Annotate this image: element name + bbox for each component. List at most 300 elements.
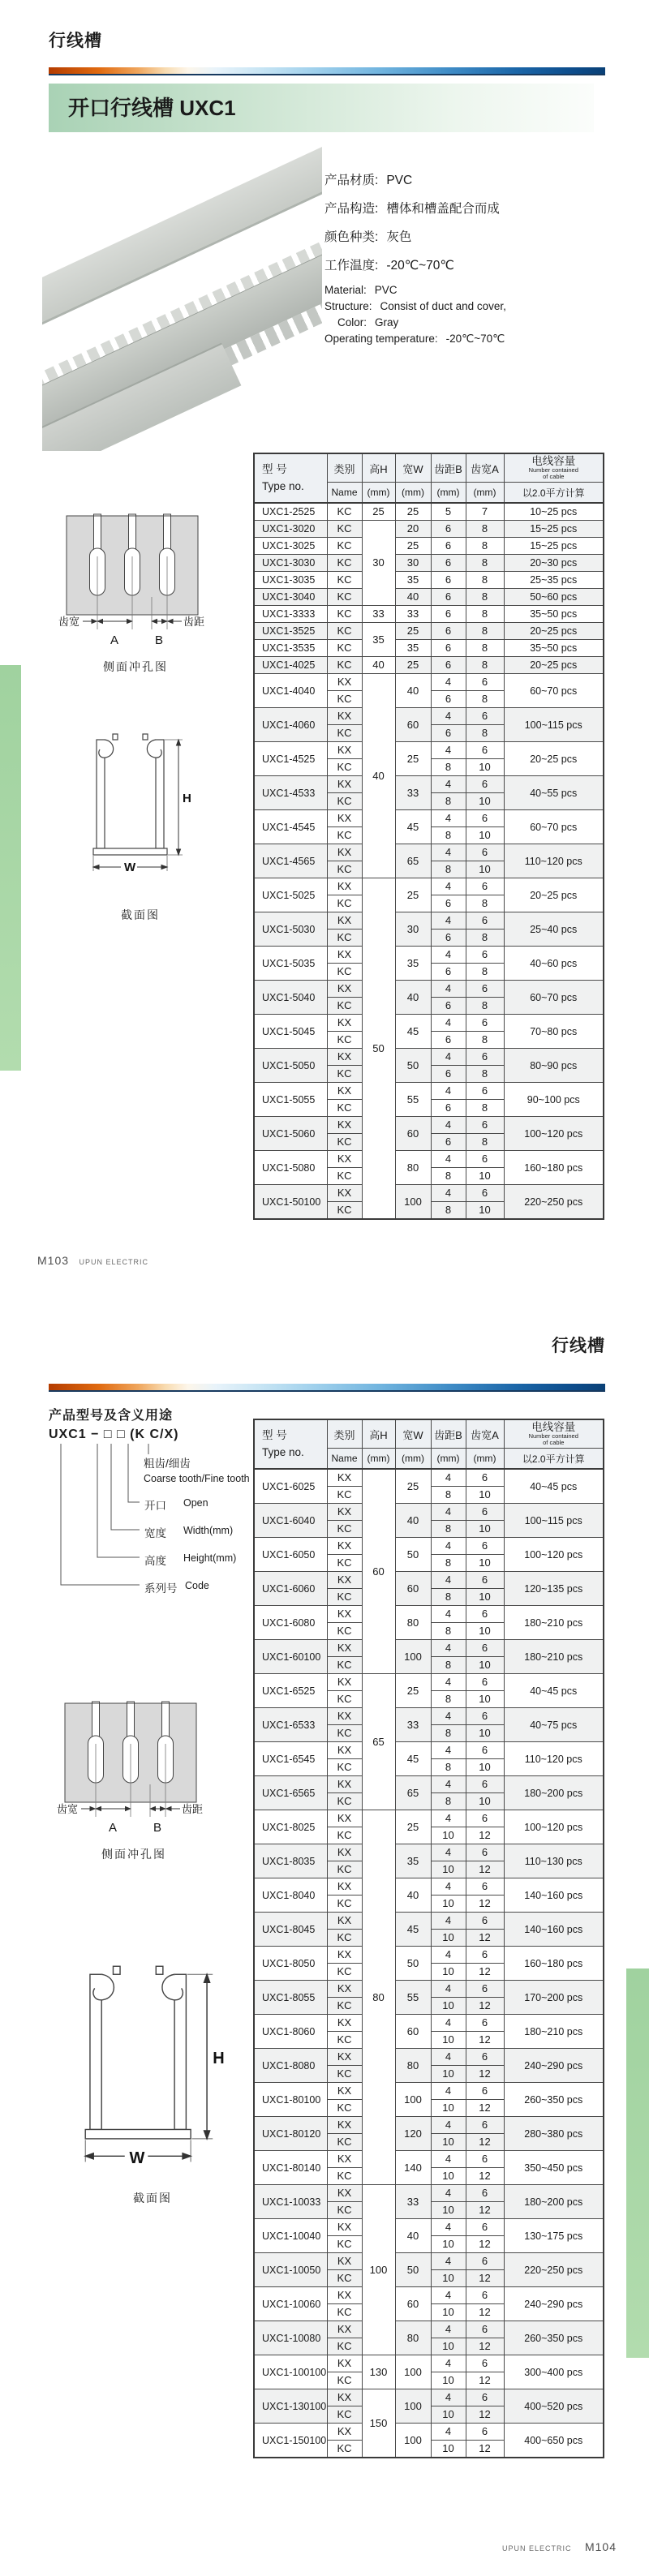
table-row bbox=[254, 503, 604, 521]
height-cell: 130 bbox=[362, 2355, 395, 2389]
pitch-cell: 4 bbox=[431, 1708, 466, 1725]
width-cell: 120 bbox=[395, 2117, 431, 2151]
col-header-toothwidth: 齿宽A bbox=[466, 1419, 504, 1449]
pitch-cell: 10 bbox=[431, 2134, 466, 2151]
type-no-cell: UXC1-8045 bbox=[254, 1913, 327, 1947]
table-row bbox=[254, 2287, 604, 2304]
name-cell: KC bbox=[327, 2100, 362, 2117]
type-no-cell: UXC1-50100 bbox=[254, 1185, 327, 1220]
toothwidth-cell: 6 bbox=[466, 2151, 504, 2168]
table-row bbox=[254, 1185, 604, 1202]
toothwidth-cell: 12 bbox=[466, 2236, 504, 2253]
tooth-width-label: 齿宽 bbox=[58, 616, 80, 628]
toothwidth-cell: 6 bbox=[466, 947, 504, 964]
width-cell: 40 bbox=[395, 981, 431, 1015]
pitch-cell: 6 bbox=[431, 538, 466, 555]
width-cell: 80 bbox=[395, 2321, 431, 2355]
table-row bbox=[254, 2355, 604, 2372]
name-cell: KC bbox=[327, 555, 362, 572]
pitch-cell: 6 bbox=[431, 555, 466, 572]
toothwidth-cell: 6 bbox=[466, 1185, 504, 1202]
name-cell: KX bbox=[327, 708, 362, 725]
name-cell: KC bbox=[327, 964, 362, 981]
width-cell: 25 bbox=[395, 1674, 431, 1708]
toothwidth-cell: 6 bbox=[466, 1708, 504, 1725]
capacity-cell: 15~25 pcs bbox=[504, 538, 604, 555]
name-cell: KC bbox=[327, 1861, 362, 1878]
toothwidth-cell: 6 bbox=[466, 1947, 504, 1964]
pitch-cell: 6 bbox=[431, 998, 466, 1015]
toothwidth-cell: 6 bbox=[466, 1674, 504, 1691]
name-cell: KC bbox=[327, 2236, 362, 2253]
toothwidth-cell: 6 bbox=[466, 2287, 504, 2304]
name-cell: KC bbox=[327, 1066, 362, 1083]
type-no-cell: UXC1-8060 bbox=[254, 2015, 327, 2049]
toothwidth-cell: 10 bbox=[466, 1623, 504, 1640]
capacity-cell: 20~30 pcs bbox=[504, 555, 604, 572]
toothwidth-cell: 10 bbox=[466, 1657, 504, 1674]
pitch-cell: 6 bbox=[431, 640, 466, 657]
pitch-cell: 8 bbox=[431, 1487, 466, 1504]
pitch-cell: 6 bbox=[431, 1066, 466, 1083]
name-cell: KC bbox=[327, 1998, 362, 2015]
capacity-cell: 60~70 pcs bbox=[504, 810, 604, 844]
page2-number: M104 bbox=[584, 2540, 617, 2553]
name-cell: KC bbox=[327, 640, 362, 657]
pitch-cell: 4 bbox=[431, 2151, 466, 2168]
pitch-cell: 4 bbox=[431, 776, 466, 793]
pitch-cell: 4 bbox=[431, 674, 466, 691]
pitch-cell: 8 bbox=[431, 1168, 466, 1185]
width-cell: 25 bbox=[395, 657, 431, 674]
col-header-type: 型 号 Type no. bbox=[254, 453, 327, 503]
type-no-cell: UXC1-4525 bbox=[254, 742, 327, 776]
toothwidth-cell: 8 bbox=[466, 555, 504, 572]
name-cell: KC bbox=[327, 2066, 362, 2083]
toothwidth-cell: 8 bbox=[466, 1066, 504, 1083]
name-cell: KC bbox=[327, 1202, 362, 1220]
pitch-cell: 10 bbox=[431, 2100, 466, 2117]
name-cell: KC bbox=[327, 538, 362, 555]
width-cell: 100 bbox=[395, 2389, 431, 2424]
name-cell: KX bbox=[327, 981, 362, 998]
capacity-cell: 180~210 pcs bbox=[504, 1606, 604, 1640]
legend-item-width-en: Width(mm) bbox=[183, 1525, 234, 1536]
width-cell: 40 bbox=[395, 589, 431, 606]
height-cell: 30 bbox=[362, 521, 395, 606]
type-no-cell: UXC1-3525 bbox=[254, 623, 327, 640]
table-row bbox=[254, 2321, 604, 2338]
type-no-cell: UXC1-3333 bbox=[254, 606, 327, 623]
name-cell: KC bbox=[327, 606, 362, 623]
name-cell: KC bbox=[327, 827, 362, 844]
capacity-cell: 260~350 pcs bbox=[504, 2321, 604, 2355]
width-cell: 25 bbox=[395, 878, 431, 912]
type-no-cell: UXC1-4533 bbox=[254, 776, 327, 810]
table-row bbox=[254, 844, 604, 861]
width-cell: 60 bbox=[395, 2287, 431, 2321]
name-cell: KC bbox=[327, 572, 362, 589]
pitch-cell: 6 bbox=[431, 521, 466, 538]
table-row bbox=[254, 1504, 604, 1521]
toothwidth-cell: 10 bbox=[466, 1521, 504, 1538]
name-cell: KX bbox=[327, 844, 362, 861]
toothwidth-cell: 12 bbox=[466, 2441, 504, 2458]
name-cell: KC bbox=[327, 793, 362, 810]
pitch-cell: 4 bbox=[431, 2287, 466, 2304]
punch-diagram bbox=[58, 509, 213, 649]
table-row bbox=[254, 674, 604, 691]
type-no-cell: UXC1-5035 bbox=[254, 947, 327, 981]
capacity-cell: 15~25 pcs bbox=[504, 521, 604, 538]
type-no-cell: UXC1-10050 bbox=[254, 2253, 327, 2287]
capacity-cell: 40~45 pcs bbox=[504, 1674, 604, 1708]
height-cell: 33 bbox=[362, 606, 395, 623]
pitch-cell: 4 bbox=[431, 2015, 466, 2032]
width-cell: 20 bbox=[395, 521, 431, 538]
type-no-cell: UXC1-6050 bbox=[254, 1538, 327, 1572]
table-row bbox=[254, 947, 604, 964]
toothwidth-cell: 6 bbox=[466, 2389, 504, 2406]
toothwidth-cell: 10 bbox=[466, 1555, 504, 1572]
width-cell: 100 bbox=[395, 1185, 431, 1220]
col-subheader-mm: (mm) bbox=[395, 1449, 431, 1470]
width-cell: 100 bbox=[395, 2083, 431, 2117]
name-cell: KC bbox=[327, 521, 362, 538]
type-no-cell: UXC1-6565 bbox=[254, 1776, 327, 1810]
height-cell: 40 bbox=[362, 674, 395, 878]
pitch-cell: 8 bbox=[431, 1691, 466, 1708]
name-cell: KX bbox=[327, 2355, 362, 2372]
toothwidth-cell: 6 bbox=[466, 2049, 504, 2066]
toothwidth-cell: 8 bbox=[466, 589, 504, 606]
name-cell: KX bbox=[327, 2015, 362, 2032]
toothwidth-cell: 6 bbox=[466, 2424, 504, 2441]
name-cell: KX bbox=[327, 1878, 362, 1896]
name-cell: KX bbox=[327, 2219, 362, 2236]
table-row bbox=[254, 912, 604, 930]
type-no-cell: UXC1-130100 bbox=[254, 2389, 327, 2424]
toothwidth-cell: 8 bbox=[466, 572, 504, 589]
toothwidth-cell: 8 bbox=[466, 657, 504, 674]
page2-footer bbox=[454, 2540, 617, 2555]
width-cell: 50 bbox=[395, 1049, 431, 1083]
name-cell: KX bbox=[327, 742, 362, 759]
pitch-cell: 4 bbox=[431, 2321, 466, 2338]
width-cell: 60 bbox=[395, 708, 431, 742]
toothwidth-cell: 6 bbox=[466, 1469, 504, 1487]
name-cell: KX bbox=[327, 1640, 362, 1657]
table-row bbox=[254, 742, 604, 759]
table-row bbox=[254, 2151, 604, 2168]
pitch-cell: 10 bbox=[431, 2168, 466, 2185]
spec-line: Material: PVC bbox=[324, 284, 398, 296]
type-no-cell: UXC1-8040 bbox=[254, 1878, 327, 1913]
capacity-cell: 110~120 pcs bbox=[504, 844, 604, 878]
toothwidth-cell: 6 bbox=[466, 2083, 504, 2100]
name-cell: KC bbox=[327, 2270, 362, 2287]
pitch-cell: 4 bbox=[431, 2049, 466, 2066]
pitch-cell: 6 bbox=[431, 964, 466, 981]
pitch-cell: 4 bbox=[431, 981, 466, 998]
toothwidth-cell: 6 bbox=[466, 1117, 504, 1134]
toothwidth-cell: 10 bbox=[466, 1487, 504, 1504]
table-row bbox=[254, 2049, 604, 2066]
pitch-cell: 4 bbox=[431, 1083, 466, 1100]
toothwidth-cell: 10 bbox=[466, 1759, 504, 1776]
table-row bbox=[254, 1810, 604, 1827]
table-row bbox=[254, 1538, 604, 1555]
toothwidth-cell: 10 bbox=[466, 861, 504, 878]
width-cell: 100 bbox=[395, 2424, 431, 2458]
type-no-cell: UXC1-5050 bbox=[254, 1049, 327, 1083]
pitch-cell: 6 bbox=[431, 657, 466, 674]
type-no-cell: UXC1-3030 bbox=[254, 555, 327, 572]
capacity-cell: 50~60 pcs bbox=[504, 589, 604, 606]
pitch-cell: 6 bbox=[431, 1134, 466, 1151]
col-subheader-capnote: 以2.0平方计算 bbox=[504, 1449, 604, 1470]
name-cell: KC bbox=[327, 998, 362, 1015]
name-cell: KX bbox=[327, 1708, 362, 1725]
toothwidth-cell: 8 bbox=[466, 964, 504, 981]
pitch-cell: 10 bbox=[431, 1861, 466, 1878]
tooth-pitch-label-2: 齿距 bbox=[182, 1803, 204, 1815]
type-no-cell: UXC1-5080 bbox=[254, 1151, 327, 1185]
type-no-cell: UXC1-6080 bbox=[254, 1606, 327, 1640]
capacity-cell: 110~130 pcs bbox=[504, 1844, 604, 1878]
specs-chinese bbox=[324, 170, 506, 273]
toothwidth-cell: 8 bbox=[466, 521, 504, 538]
name-cell: KC bbox=[327, 503, 362, 521]
spec-line: Operating temperature: -20℃~70℃ bbox=[324, 333, 505, 345]
name-cell: KC bbox=[327, 1793, 362, 1810]
pitch-cell: 6 bbox=[431, 1032, 466, 1049]
type-no-cell: UXC1-3535 bbox=[254, 640, 327, 657]
toothwidth-cell: 6 bbox=[466, 1504, 504, 1521]
pitch-cell: 5 bbox=[431, 503, 466, 521]
page2-section-label: 行线槽 bbox=[552, 1337, 605, 1355]
table-row bbox=[254, 606, 604, 623]
height-cell: 40 bbox=[362, 657, 395, 674]
toothwidth-cell: 10 bbox=[466, 1168, 504, 1185]
col-subheader-mm: (mm) bbox=[362, 1449, 395, 1470]
pitch-cell: 10 bbox=[431, 1964, 466, 1981]
height-cell: 100 bbox=[362, 2185, 395, 2355]
type-no-cell: UXC1-100100 bbox=[254, 2355, 327, 2389]
toothwidth-cell: 12 bbox=[466, 1930, 504, 1947]
width-cell: 140 bbox=[395, 2151, 431, 2185]
type-no-cell: UXC1-5045 bbox=[254, 1015, 327, 1049]
type-no-cell: UXC1-6525 bbox=[254, 1674, 327, 1708]
name-cell: KC bbox=[327, 895, 362, 912]
capacity-cell: 140~160 pcs bbox=[504, 1878, 604, 1913]
capacity-cell: 40~45 pcs bbox=[504, 1469, 604, 1504]
capacity-cell: 35~50 pcs bbox=[504, 640, 604, 657]
name-cell: KX bbox=[327, 1810, 362, 1827]
table-row bbox=[254, 521, 604, 538]
page1-brand: UPUN ELECTRIC bbox=[79, 1258, 148, 1266]
toothwidth-cell: 6 bbox=[466, 1981, 504, 1998]
capacity-cell: 100~120 pcs bbox=[504, 1117, 604, 1151]
name-cell: KC bbox=[327, 1100, 362, 1117]
section-diagram-2-caption: 截面图 bbox=[133, 2192, 172, 2205]
name-cell: KX bbox=[327, 2151, 362, 2168]
width-cell: 40 bbox=[395, 1504, 431, 1538]
pitch-cell: 4 bbox=[431, 1810, 466, 1827]
name-cell: KX bbox=[327, 1572, 362, 1589]
type-no-cell: UXC1-6040 bbox=[254, 1504, 327, 1538]
toothwidth-cell: 8 bbox=[466, 623, 504, 640]
width-cell: 50 bbox=[395, 2253, 431, 2287]
col-header-pitch: 齿距B bbox=[431, 453, 466, 483]
name-cell: KC bbox=[327, 2338, 362, 2355]
table-row bbox=[254, 1049, 604, 1066]
toothwidth-cell: 6 bbox=[466, 1015, 504, 1032]
table-row bbox=[254, 538, 604, 555]
toothwidth-cell: 10 bbox=[466, 1793, 504, 1810]
toothwidth-cell: 6 bbox=[466, 912, 504, 930]
type-no-cell: UXC1-6545 bbox=[254, 1742, 327, 1776]
pitch-cell: 10 bbox=[431, 2338, 466, 2355]
width-cell: 45 bbox=[395, 1015, 431, 1049]
name-cell: KX bbox=[327, 2253, 362, 2270]
capacity-cell: 70~80 pcs bbox=[504, 1015, 604, 1049]
table-row bbox=[254, 1083, 604, 1100]
pitch-cell: 8 bbox=[431, 1589, 466, 1606]
capacity-cell: 90~100 pcs bbox=[504, 1083, 604, 1117]
width-cell: 65 bbox=[395, 1776, 431, 1810]
capacity-cell: 20~25 pcs bbox=[504, 623, 604, 640]
width-cell: 40 bbox=[395, 674, 431, 708]
name-cell: KX bbox=[327, 1844, 362, 1861]
height-cell: 25 bbox=[362, 503, 395, 521]
pitch-cell: 4 bbox=[431, 1981, 466, 1998]
pitch-cell: 8 bbox=[431, 1657, 466, 1674]
page1-divider-strip bbox=[49, 67, 605, 75]
page2-brand: UPUN ELECTRIC bbox=[502, 2544, 572, 2552]
name-cell: KX bbox=[327, 1504, 362, 1521]
toothwidth-cell: 6 bbox=[466, 708, 504, 725]
pitch-cell: 4 bbox=[431, 1742, 466, 1759]
pitch-cell: 10 bbox=[431, 2066, 466, 2083]
legend-item-height-cn: 高度 bbox=[144, 1555, 166, 1567]
table-row bbox=[254, 1117, 604, 1134]
capacity-cell: 130~175 pcs bbox=[504, 2219, 604, 2253]
table-row bbox=[254, 810, 604, 827]
width-cell: 25 bbox=[395, 503, 431, 521]
punch-diagram-caption: 侧面冲孔图 bbox=[103, 660, 168, 673]
page2-green-bar bbox=[626, 1968, 649, 2358]
table-row bbox=[254, 1015, 604, 1032]
legend-item-tooth-en: Coarse tooth/Fine tooth bbox=[144, 1473, 250, 1484]
width-cell: 33 bbox=[395, 776, 431, 810]
capacity-cell: 80~90 pcs bbox=[504, 1049, 604, 1083]
toothwidth-cell: 8 bbox=[466, 538, 504, 555]
type-no-cell: UXC1-5025 bbox=[254, 878, 327, 912]
toothwidth-cell: 6 bbox=[466, 1151, 504, 1168]
pitch-cell: 4 bbox=[431, 2424, 466, 2441]
type-no-cell: UXC1-10060 bbox=[254, 2287, 327, 2321]
type-no-cell: UXC1-6025 bbox=[254, 1469, 327, 1504]
page2-divider-strip bbox=[49, 1384, 605, 1392]
col-header-capacity: 电线容量 Number contained of cable bbox=[504, 453, 604, 483]
table-row bbox=[254, 2253, 604, 2270]
type-no-cell: UXC1-80120 bbox=[254, 2117, 327, 2151]
toothwidth-cell: 6 bbox=[466, 674, 504, 691]
toothwidth-cell: 10 bbox=[466, 1589, 504, 1606]
legend-item-width-cn: 宽度 bbox=[144, 1527, 166, 1539]
name-cell: KX bbox=[327, 912, 362, 930]
col-header-capacity: 电线容量 Number contained of cable bbox=[504, 1419, 604, 1449]
pitch-cell: 10 bbox=[431, 2304, 466, 2321]
capacity-cell: 20~25 pcs bbox=[504, 742, 604, 776]
name-cell: KX bbox=[327, 1606, 362, 1623]
toothwidth-cell: 12 bbox=[466, 1827, 504, 1844]
name-cell: KX bbox=[327, 2083, 362, 2100]
name-cell: KC bbox=[327, 1691, 362, 1708]
toothwidth-cell: 6 bbox=[466, 742, 504, 759]
name-cell: KX bbox=[327, 2389, 362, 2406]
spec-table-1 bbox=[253, 453, 604, 1220]
width-cell: 80 bbox=[395, 1606, 431, 1640]
pitch-cell: 6 bbox=[431, 589, 466, 606]
toothwidth-cell: 8 bbox=[466, 640, 504, 657]
type-no-cell: UXC1-80100 bbox=[254, 2083, 327, 2117]
toothwidth-cell: 12 bbox=[466, 2270, 504, 2287]
table-row bbox=[254, 1708, 604, 1725]
table-row bbox=[254, 1606, 604, 1623]
height-dim-label: H bbox=[183, 792, 191, 805]
toothwidth-cell: 6 bbox=[466, 2185, 504, 2202]
col-subheader-mm: (mm) bbox=[395, 483, 431, 504]
pitch-cell: 10 bbox=[431, 2032, 466, 2049]
toothwidth-cell: 6 bbox=[466, 1742, 504, 1759]
type-no-cell: UXC1-8080 bbox=[254, 2049, 327, 2083]
name-cell: KC bbox=[327, 1032, 362, 1049]
name-cell: KC bbox=[327, 1487, 362, 1504]
height-cell: 60 bbox=[362, 1469, 395, 1674]
name-cell: KC bbox=[327, 1623, 362, 1640]
capacity-cell: 110~120 pcs bbox=[504, 1742, 604, 1776]
pitch-cell: 10 bbox=[431, 1930, 466, 1947]
table-row bbox=[254, 589, 604, 606]
col-subheader-mm: (mm) bbox=[466, 483, 504, 504]
toothwidth-cell: 6 bbox=[466, 1538, 504, 1555]
toothwidth-cell: 6 bbox=[466, 1640, 504, 1657]
col-header-height: 高H bbox=[362, 1419, 395, 1449]
legend-title: 产品型号及含义用途 bbox=[49, 1409, 174, 1423]
toothwidth-cell: 8 bbox=[466, 1134, 504, 1151]
pitch-cell: 10 bbox=[431, 2236, 466, 2253]
width-cell: 35 bbox=[395, 947, 431, 981]
pitch-cell: 6 bbox=[431, 623, 466, 640]
name-cell: KX bbox=[327, 2117, 362, 2134]
name-cell: KC bbox=[327, 2032, 362, 2049]
width-cell: 35 bbox=[395, 572, 431, 589]
pitch-cell: 6 bbox=[431, 572, 466, 589]
pitch-cell: 4 bbox=[431, 912, 466, 930]
specs-english bbox=[324, 284, 506, 346]
width-cell: 100 bbox=[395, 1640, 431, 1674]
capacity-cell: 240~290 pcs bbox=[504, 2287, 604, 2321]
name-cell: KX bbox=[327, 2049, 362, 2066]
toothwidth-cell: 8 bbox=[466, 1100, 504, 1117]
name-cell: KC bbox=[327, 2406, 362, 2424]
pitch-cell: 10 bbox=[431, 2202, 466, 2219]
name-cell: KX bbox=[327, 1913, 362, 1930]
capacity-cell: 10~25 pcs bbox=[504, 503, 604, 521]
name-cell: KC bbox=[327, 1930, 362, 1947]
